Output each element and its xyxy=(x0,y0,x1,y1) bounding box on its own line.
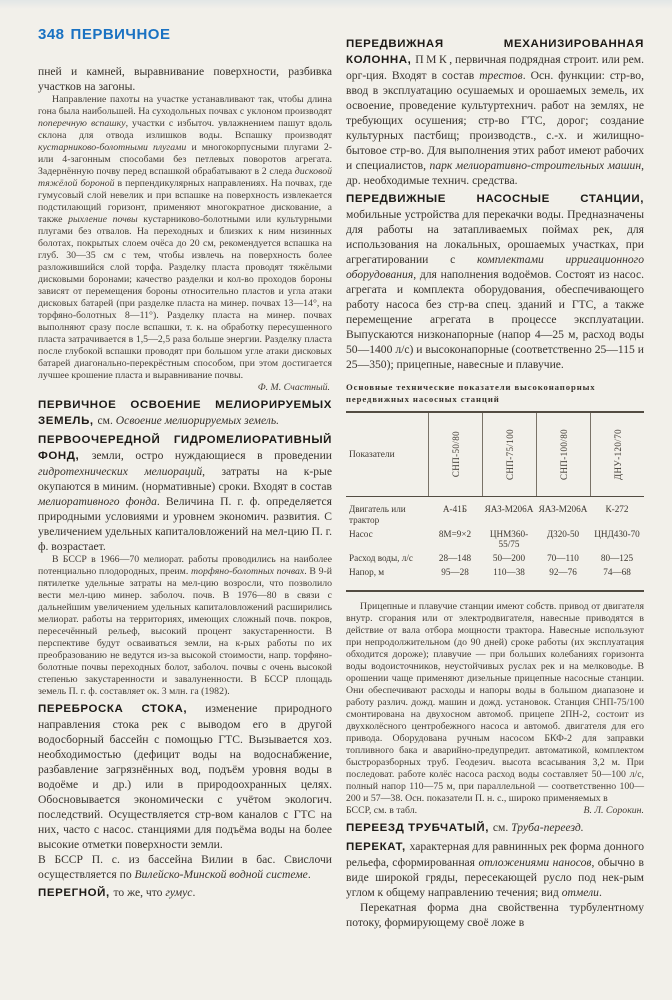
cell: ЦНД430-70 xyxy=(594,528,640,539)
entry-pervichnoe-osvoenie: ПЕРВИЧНОЕ ОСВОЕНИЕ МЕЛИОРИРУЕМЫХ ЗЕМЕЛЬ, см. Освоение мелиорируемых земель. xyxy=(38,399,332,427)
table-row xyxy=(346,529,644,551)
entry-perebroska-stoka: ПЕРЕБРОСКА СТОКА, изменение природного направления стока рек с выводом его в другой водосборный бассейн с помощью ГТС. Вызывается хоз. необходимостью (дефицит воды на водоснабжение, разбавление загрязнённых вод, подъём уровня воды в водоёме и др.) или в природоохранных целях. Обосновывается экономически с учётом экологич. последствий. Осуществляется стр-вом каналов с ГТС на них, часто с насос. станциями для подъёма воды на более высокие отметки поверхности земли. xyxy=(38,702,332,851)
rotated-column-label: ДНУ-120/70 xyxy=(612,428,623,480)
table-column-header xyxy=(482,413,536,496)
paragraph-continuation: пней и камней, выравнивание поверхности, разбивка участков на загоны. xyxy=(38,65,332,93)
cell: 80—125 xyxy=(600,553,634,564)
entry-pervoocherednoj-fond: ПЕРВООЧЕРЕДНОЙ ГИДРОМЕЛИОРАТИВНЫЙ ФОНД, земли, остро нуждающиеся в проведении гидротехнических мелиораций, затраты на к-рые окупаются в миним. (нормативные) сроки. Входят в состав мелиоративного фонда. Величина П. г. ф. определяется природными условиями и уровнем экономич. развития. С увеличением удельных капиталовложений на мел-цию П. г. ф. возрастает. xyxy=(38,434,332,553)
entry-pereezd-trubchatyj: ПЕРЕЕЗД ТРУБЧАТЫЙ, см. Труба-переезд. xyxy=(346,820,584,834)
entry-peregnoj: ПЕРЕГНОЙ, то же, что гумус. xyxy=(38,886,196,899)
row-label: Расход воды, л/с xyxy=(349,553,413,564)
rotated-column-label: СНП-50/80 xyxy=(450,431,461,478)
header-word: ПЕРВИЧНОЕ xyxy=(70,26,171,43)
rotated-column-label: СНП-100/80 xyxy=(558,429,569,480)
row-label: Насос xyxy=(349,528,373,539)
table-row xyxy=(346,504,644,526)
table-row xyxy=(346,553,644,564)
cell: 8М=9×2 xyxy=(438,528,472,539)
cell: 110—38 xyxy=(493,566,525,577)
left-column xyxy=(38,64,332,901)
paragraph-tail: БССР, см. в табл. xyxy=(346,804,418,816)
cell: 70—110 xyxy=(547,553,579,564)
cell: ЦНМ360-55/75 xyxy=(489,528,529,550)
page-number: 348 xyxy=(38,26,65,43)
table-body xyxy=(346,497,644,590)
table-title: Основные технические показатели высоконапорных передвижных насосных станций xyxy=(346,382,596,404)
cell: 28—148 xyxy=(438,553,472,564)
table-row xyxy=(346,567,644,578)
cell: 92—76 xyxy=(549,566,577,577)
author-signature: В. Л. Сорокин. xyxy=(583,804,644,816)
paragraph-vileyka-system: В БССР П. с. из бассейна Вилии в бас. Свислочи осуществляется по Вилейско-Минской водной системе. xyxy=(38,853,332,881)
pump-stations-table xyxy=(346,411,644,592)
row-label: Напор, м xyxy=(349,566,385,577)
entry-perekat: ПЕРЕКАТ, характерная для равнинных рек форма донного рельефа, сформированная отложениями наносов, обычно в виде широкой гряды, пересекающей русло под нек-рым углом к общему направлению течения; вид отмели. xyxy=(346,839,644,899)
scan-edge xyxy=(0,0,672,9)
table-block xyxy=(346,382,644,592)
cell: ЯАЗ-М206А xyxy=(484,504,534,514)
table-column-header xyxy=(590,413,644,496)
cell: 50—200 xyxy=(492,553,526,564)
entry-peredvizhnye-nasosnye-stancii: ПЕРЕДВИЖНЫЕ НАСОСНЫЕ СТАНЦИИ, мобильные устройства для перекачки воды. Предназначены для работы на затапливаемых поймах рек, для использования на локальных, орошаемых участках, при агрегатировании с комплектами ирригационного оборудования, для наполнения водоёмов. Состоят из насос. агрегата и комплекта оборудования, обеспечивающего работу насоса без стр-ва спец. зданий и ГТС, а также перемещение агрегата в процессе эксплуатации. Выпускаются низконапорные (напор 4—25 м, расход воды 50—1400 л/с) и высоконапорные (соответственно 25—115 и 25—350); прицепные, навесные и плавучие. xyxy=(346,193,644,371)
rotated-column-label: СНП-75/100 xyxy=(504,429,515,480)
signature-line xyxy=(346,805,644,817)
table-header-row xyxy=(346,413,644,497)
paragraph-bssr-melioration: В БССР в 1966—70 мелиорат. работы проводились на наиболее потенциально плодородных, преим. торфяно-болотных почвах. В 9-й пятилетке удельные затраты на мел-цию возросли, что позволило вести мел-цию минер. заболоч. почв. В 1976—80 в связи с дальнейшим увеличением удельных капиталовложений расширились мелиорат. работы на территориях, имеющих сложный почв. покров, пересечённый рельеф, высокий процент закустаренности. В перспективе будут осваиваться земли, на к-рых работы по их преобразованию не ведутся из-за высокой стоимости, напр. торфяно-болотные почвы переходных болот, заболоч. почвы с очень высокой степенью закустаренности и завалуненности. В БССР площадь земель П. г. ф. составляет ок. 3 млн. га (1982). xyxy=(38,554,332,697)
cell: 95—28 xyxy=(441,566,469,577)
running-header xyxy=(38,26,176,43)
entry-pmk: ПЕРЕДВИЖНАЯ МЕХАНИЗИРОВАННАЯ КОЛОННА, ПМК, первичная подрядная строит. или рем. орг-ция. Входят в состав трестов. Осн. функции: стр-во, ввод в эксплуатацию осушаемых и орошаемых земель, их освоение, проведение культуртехнич. работ на землях, не требующих осушения; стр-во ГТС, дорог; создание культурных пастбищ; производств., с.-х. и жилищно-бытовое стр-во. Для выполнения этих работ имеют рабочих и специалистов, парк мелиоративно-строительных машин, др. необходимые технич. средства. xyxy=(346,38,644,187)
row-label: Двигатель или трактор xyxy=(349,504,406,525)
table-column-header xyxy=(536,413,590,496)
cell: 74—68 xyxy=(603,566,631,577)
table-column-header xyxy=(428,413,482,496)
cell: А-41Б xyxy=(442,504,468,514)
cell: К-272 xyxy=(605,504,629,514)
paragraph-station-types: Прицепные и плавучие станции имеют собств. привод от двигателя внутр. сгорания или от электродвигателя, навесные приводятся в действие от вала отбора мощности трактора. Навесные используют при непродолжительном (до 90 дней) сроке работы (их эксплуатация обходится дороже); плавучие — при больших колебаниях горизонта воды водоисточников, неустойчивых руслах рек и на мелководье. В орошении чаще применяют дизельные прицепные насосные станции. Они обеспечивают расходы и напоры воды в большом диапазоне и работу различ. дожд. машин и дожд. установок. Станция СНП-75/100 смонтирована на двухосном автомоб. прицепе 2ПН-2, состоит из двухколёсного центробежного насоса и автомоб. двигателя для его привода. Оборудована ручным насосом БКФ-2 для заправки топливного бака и аварийно-предупредит. автоматикой, комплектом быстроразборных труб. Геодезич. высота всасывания 3,2 м. При последоват. работе колёс насоса расход воды составляет 50—100 л/с, полный напор 110—75 м, при параллельной — соответственно 100—200 и 57—38. Осн. показатели П. н. с., широко применяемых в xyxy=(346,600,644,804)
paragraph-plowing-directions: Направление пахоты на участке устанавливают так, чтобы длина гона была наибольшей. На суходольных почвах с уклоном производят поперечную вспашку, участки с избыточ. увлажнением пашут вдоль склона для отвода излишков воды. Вспашку производят кустарниково-болотными плугами и многокорпусными плугами 2- или 4-загонным способами без петлевых поворотов агрегата. Задернённую почву перед вспашкой обрабатывают в 2 следа дисковой тяжёлой бороной в перпендикулярных направлениях. На почвах, где гумусовый слой невелик и при вспашке на поверхность извлекается подстилающий горизонт, применяют многократное дискование, а также рыхление почвы кустарниково-болотными или культурными плугами без отвалов. На переходных и близких к ним низинных болотах, покрытых слоем очёса до 20 см, рекомендуется вспашка на глуб. 30—35 см с тем, чтобы извлечь на поверхность более разложившийся слой торфа. Разделку пласта проводят тяжёлыми дисковыми боронами; качество разделки и кол-во проходов бороны зависят от перемещения бороны относительно пластов и угла атаки дисковых батарей (при разделке пласта на минер. почвах 13—14°, на торфяно-болотных 8—11°). Разделку пласта на минер. почвах выполняют сразу после вспашки, т. к. на обработку пересушенного пласта затрачивается в 1,5—2,5 раза больше энергии. Разделку пласта после глубокой вспашки проводят при большом угле атаки дисковых батарей диагонально-перекрёстным способом, при этом достигается лучшее крошение пласта и выравнивание почвы. xyxy=(38,94,333,381)
table-header-label: Показатели xyxy=(349,449,395,460)
cell: ЯАЗ-М206А xyxy=(538,504,588,514)
right-column xyxy=(346,36,644,930)
author-signature: Ф. М. Счастный. xyxy=(257,382,330,393)
paragraph-perekat-form: Перекатная форма дна свойственна турбулентному потоку, формирующему своё ложе в xyxy=(346,900,644,929)
cell: Д320-50 xyxy=(546,528,580,539)
